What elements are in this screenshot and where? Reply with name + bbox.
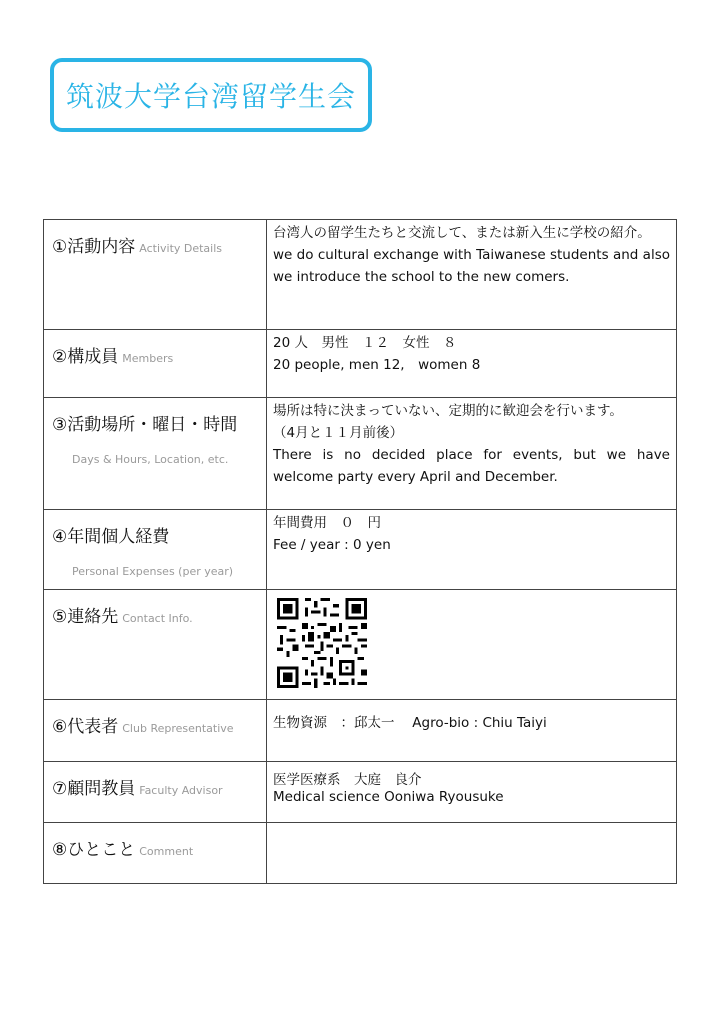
qr-code-icon[interactable] [277, 598, 367, 688]
page-title: 筑波大学台湾留学生会 [66, 80, 357, 113]
row-location [44, 398, 677, 510]
row-label-en: Days & Hours, Location, etc. [72, 453, 229, 466]
value-line: 台湾人の留学生たちと交流して、または新入生に学校の紹介。 [273, 225, 651, 241]
row-expenses [44, 510, 677, 590]
row-label: 顧問教員 [67, 779, 136, 799]
row-label-en: Contact Info. [122, 612, 193, 625]
value-cell [267, 510, 677, 590]
value-line: There is no decided place for events, but we have welcome party every April and December. [273, 447, 670, 485]
value-line: 20 人 男性 １２ 女性 ８ [273, 335, 457, 351]
row-label: 代表者 [67, 717, 119, 737]
row-label-en: Activity Details [139, 242, 223, 255]
value-line: （4月と１１月前後） [273, 425, 404, 441]
row-label: 年間個人経費 [67, 527, 170, 547]
label-cell [44, 398, 267, 510]
label-cell [44, 220, 267, 330]
label-cell [44, 510, 267, 590]
row-contact [44, 590, 677, 700]
row-number: ⑤ [52, 607, 68, 627]
row-number: ③ [52, 415, 68, 435]
row-number: ② [52, 347, 68, 367]
label-cell [44, 762, 267, 823]
row-members [44, 330, 677, 398]
row-label: 活動内容 [67, 237, 136, 257]
row-activity [44, 220, 677, 330]
value-line: we do cultural exchange with Taiwanese students and also we introduce the school to the new comers. [273, 247, 670, 285]
value-cell [267, 330, 677, 398]
label-cell [44, 700, 267, 762]
value-line: 生物資源 ：邱太一 Agro-bio : Chiu Taiyi [273, 715, 547, 731]
row-label-en: Comment [139, 845, 194, 858]
label-cell [44, 823, 267, 884]
label-cell [44, 330, 267, 398]
row-label: 活動場所・曜日・時間 [67, 415, 238, 435]
value-cell [267, 398, 677, 510]
row-label-en: Personal Expenses (per year) [72, 565, 234, 578]
value-line: Fee / year : 0 yen [273, 537, 391, 553]
row-number: ④ [52, 527, 68, 547]
row-label: 構成員 [67, 347, 119, 367]
row-number: ① [52, 237, 68, 257]
row-number: ⑥ [52, 717, 68, 737]
value-cell [267, 220, 677, 330]
row-label: 連絡先 [67, 607, 119, 627]
row-label-en: Members [122, 352, 174, 365]
value-line: 20 people, men 12, women 8 [273, 357, 481, 373]
value-line: Medical science Ooniwa Ryousuke [273, 789, 504, 805]
row-comment [44, 823, 677, 884]
value-cell [267, 700, 677, 762]
label-cell [44, 590, 267, 700]
title-box [50, 58, 372, 132]
row-advisor [44, 762, 677, 823]
value-line: 年間費用 ０ 円 [273, 515, 381, 531]
row-label-en: Faculty Advisor [139, 784, 223, 797]
value-cell [267, 762, 677, 823]
row-representative [44, 700, 677, 762]
value-line: 場所は特に決まっていない、定期的に歓迎会を行います。 [273, 403, 623, 419]
row-number: ⑧ [52, 840, 68, 860]
club-info-table [43, 219, 677, 884]
row-label: ひとこと [67, 840, 136, 860]
row-number: ⑦ [52, 779, 68, 799]
value-cell [267, 590, 677, 700]
value-cell [267, 823, 677, 884]
row-label-en: Club Representative [122, 722, 234, 735]
value-line: 医学医療系 大庭 良介 [273, 772, 422, 788]
